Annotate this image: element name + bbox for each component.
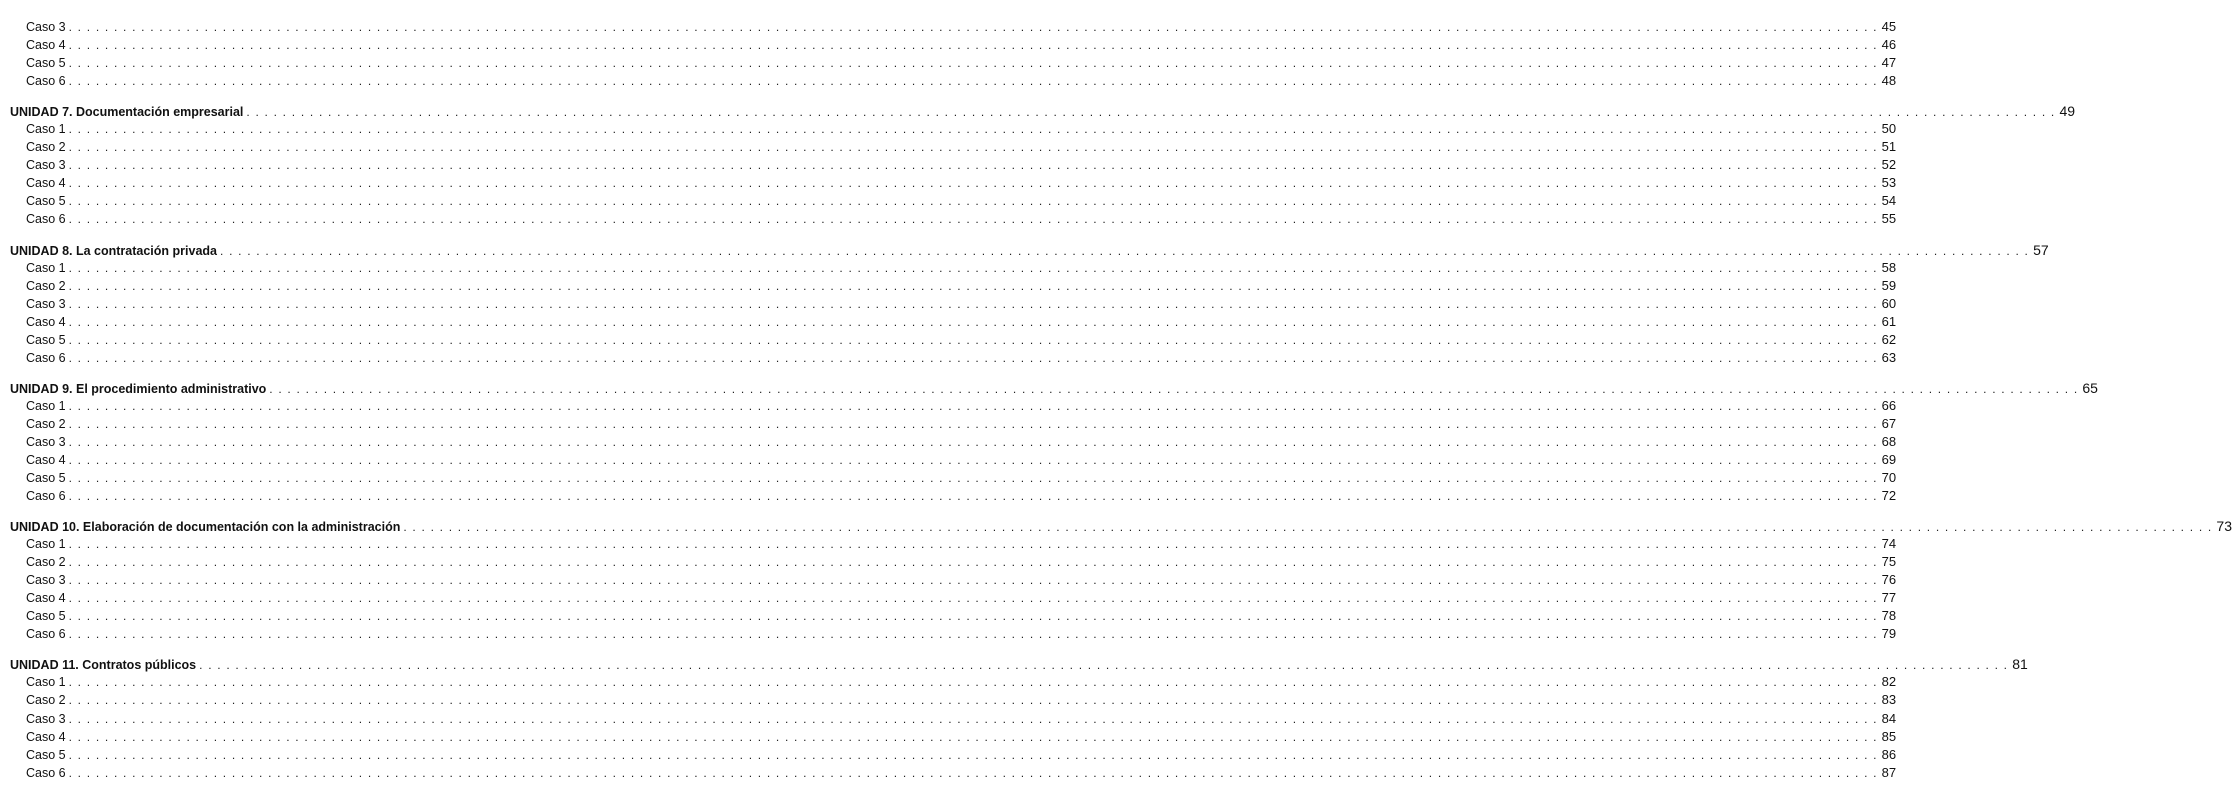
dot-leader: . . . . . . . . . . . . . . . . . . . . . . . . . . . . . . . . . . . . . . . . . . . . . . . . . . . . . . . . . . . . . . . . . . . . . . . . . . . . . . . . . . . . . . . . . . . . . . . . . . . . . . . . . . . . . . . . . . . . . . . . . . . . . . . . . . . . . . . . . . . . . . . . . . . . . . . . . . . . . . . . . . . . . . . . . . . . . . . . . . . . . . . . . . . . . . . . . . . . . . . . (68, 176, 1878, 191)
page-number: 51 (1881, 139, 1897, 155)
dot-leader: . . . . . . . . . . . . . . . . . . . . . . . . . . . . . . . . . . . . . . . . . . . . . . . . . . . . . . . . . . . . . . . . . . . . . . . . . . . . . . . . . . . . . . . . . . . . . . . . . . . . . . . . . . . . . . . . . . . . . . . . . . . . . . . . . . . . . . . . . . . . . . . . . . . . . . . . . . . . . . . . . . . . . . . . . . . . . . . . . . . . . . . . . . . . . . . . . . . . . . . . (68, 747, 1878, 762)
page-number: 82 (1881, 674, 1897, 690)
page-number: 85 (1881, 728, 1897, 744)
dot-leader: . . . . . . . . . . . . . . . . . . . . . . . . . . . . . . . . . . . . . . . . . . . . . . . . . . . . . . . . . . . . . . . . . . . . . . . . . . . . . . . . . . . . . . . . . . . . . . . . . . . . . . . . . . . . . . . . . . . . . . . . . . . . . . . . . . . . . . . . . . . . . . . . . . . . . . . . . . . . . . . . . . . . . . . . . . . . . . . . . . . . . . . . . . . . . . . . . . . . . . . . (68, 573, 1878, 588)
dot-leader: . . . . . . . . . . . . . . . . . . . . . . . . . . . . . . . . . . . . . . . . . . . . . . . . . . . . . . . . . . . . . . . . . . . . . . . . . . . . . . . . . . . . . . . . . . . . . . . . . . . . . . . . . . . . . . . . . . . . . . . . . . . . . . . . . . . . . . . . . . . . . . . . . . . . . . . . . . . . . . . . . . . . . . . . . . . . . . . . . . . . . . . . . . . . . . . . . . . . . . . . (68, 74, 1878, 89)
page-number: 47 (1881, 55, 1897, 71)
page-number: 65 (2082, 379, 2098, 396)
dot-leader: . . . . . . . . . . . . . . . . . . . . . . . . . . . . . . . . . . . . . . . . . . . . . . . . . . . . . . . . . . . . . . . . . . . . . . . . . . . . . . . . . . . . . . . . . . . . . . . . . . . . . . . . . . . . . . . . . . . . . . . . . . . . . . . . . . . . . . . . . . . . . . . . . . . . . . . . . . . . . . . . . . . . . . . . . . . . . . . . . . . . . . . . . . . . . . . . . . . . . . . . (68, 537, 1878, 552)
toc-unit-heading[interactable] (0, 241, 2049, 259)
caso-label: Caso 6 (26, 212, 66, 227)
toc-entry[interactable] (0, 349, 1897, 367)
page-number: 58 (1881, 259, 1897, 275)
dot-leader: . . . . . . . . . . . . . . . . . . . . . . . . . . . . . . . . . . . . . . . . . . . . . . . . . . . . . . . . . . . . . . . . . . . . . . . . . . . . . . . . . . . . . . . . . . . . . . . . . . . . . . . . . . . . . . . . . . . . . . . . . . . . . . . . . . . . . . . . . . . . . . . . . . . . . . . . . . . . . . . . . . . . . . . . . . . . . . . . . . . . . . . . . . . . . . . . . . . . . . . . (68, 278, 1878, 293)
toc-entry[interactable] (0, 295, 1897, 313)
dot-leader: . . . . . . . . . . . . . . . . . . . . . . . . . . . . . . . . . . . . . . . . . . . . . . . . . . . . . . . . . . . . . . . . . . . . . . . . . . . . . . . . . . . . . . . . . . . . . . . . . . . . . . . . . . . . . . . . . . . . . . . . . . . . . . . . . . . . . . . . . . . . . . . . . . . . . . . . . . . . . . . . . . . . . . . . . . . . . . . . . . . . . . . . . . . . . . . . . . . . . . . . (68, 350, 1878, 365)
dot-leader: . . . . . . . . . . . . . . . . . . . . . . . . . . . . . . . . . . . . . . . . . . . . . . . . . . . . . . . . . . . . . . . . . . . . . . . . . . . . . . . . . . . . . . . . . . . . . . . . . . . . . . . . . . . . . . . . . . . . . . . . . . . . . . . . . . . . . . . . . . . . . . . . . . . . . . . . . . . . . . . . . . . . . . . . . . . . . . . . . . . . . . . . . . . . . . . . . . . . . . . . (68, 609, 1878, 624)
dot-leader: . . . . . . . . . . . . . . . . . . . . . . . . . . . . . . . . . . . . . . . . . . . . . . . . . . . . . . . . . . . . . . . . . . . . . . . . . . . . . . . . . . . . . . . . . . . . . . . . . . . . . . . . . . . . . . . . . . . . . . . . . . . . . . . . . . . . . . . . . . . . . . . . . . . . . . . . . . . . . . . . . . . . . . . . . . . . . . . . . . . . . . . . . . . . . . . . . . . . . . . . (68, 158, 1878, 173)
page-number: 70 (1881, 470, 1897, 485)
toc-unit-heading[interactable] (0, 379, 2098, 397)
dot-leader: . . . . . . . . . . . . . . . . . . . . . . . . . . . . . . . . . . . . . . . . . . . . . . . . . . . . . . . . . . . . . . . . . . . . . . . . . . . . . . . . . . . . . . . . . . . . . . . . . . . . . . . . . . . . . . . . . . . . . . . . . . . . . . . . . . . . . . . . . . . . . . . . . . . . . . . . . . . . . . . . . . . . . . . . . . . . . . . . . . . . . . . . . . . . . . . . . . . . . . . . (68, 56, 1878, 71)
page-number: 48 (1881, 73, 1897, 89)
toc-entry[interactable] (0, 210, 1897, 228)
dot-leader: . . . . . . . . . . . . . . . . . . . . . . . . . . . . . . . . . . . . . . . . . . . . . . . . . . . . . . . . . . . . . . . . . . . . . . . . . . . . . . . . . . . . . . . . . . . . . . . . . . . . . . . . . . . . . . . . . . . . . . . . . . . . . . . . . . . . . . . . . . . . . . . . . . . . . . . . . . . . . . . . . . . . . . . . . . . . . . . . . . . . . . . . . . . . . . . . . . . . . . . . (68, 452, 1878, 467)
dot-leader: . . . . . . . . . . . . . . . . . . . . . . . . . . . . . . . . . . . . . . . . . . . . . . . . . . . . . . . . . . . . . . . . . . . . . . . . . . . . . . . . . . . . . . . . . . . . . . . . . . . . . . . . . . . . . . . . . . . . . . . . . . . . . . . . . . . . . . . . . . . . . . . . . . . . . . . . . . . . . . . . . . . . . . . . . . . . . . . . . . . . . . . . . . . . . . . . . . . . . . . . (68, 122, 1878, 137)
toc-entry[interactable] (0, 331, 1897, 349)
toc-entry[interactable] (0, 415, 1897, 433)
toc-unit-heading[interactable] (0, 655, 2028, 673)
toc-entry[interactable] (0, 469, 1897, 487)
toc-entry[interactable] (0, 691, 1897, 709)
toc-entry[interactable] (0, 277, 1897, 295)
caso-label: Caso 4 (26, 38, 66, 53)
caso-label: Caso 2 (26, 693, 66, 708)
page-number: 50 (1881, 121, 1897, 137)
toc-entry[interactable] (0, 397, 1897, 415)
dot-leader: . . . . . . . . . . . . . . . . . . . . . . . . . . . . . . . . . . . . . . . . . . . . . . . . . . . . . . . . . . . . . . . . . . . . . . . . . . . . . . . . . . . . . . . . . . . . . . . . . . . . . . . . . . . . . . . . . . . . . . . . . . . . . . . . . . . . . . . . . . . . . . . . . . . . . . . . . . . . . . . . . . . . . . . . . . . . . . . . . . . . . . . . . . . . . . . . . . . . . . . . (68, 693, 1878, 708)
page-number: 61 (1881, 313, 1897, 329)
page-number: 77 (1881, 590, 1897, 606)
caso-label: Caso 3 (26, 434, 66, 449)
dot-leader: . . . . . . . . . . . . . . . . . . . . . . . . . . . . . . . . . . . . . . . . . . . . . . . . . . . . . . . . . . . . . . . . . . . . . . . . . . . . . . . . . . . . . . . . . . . . . . . . . . . . . . . . . . . . . . . . . . . . . . . . . . . . . . . . . . . . . . . . . . . . . . . . . . . . . . . . . . . . . . . . . . . . . . . . . . . . . . . . . . . . . . . . . . . . . . . . . . . . . . . . (68, 675, 1878, 690)
dot-leader: . . . . . . . . . . . . . . . . . . . . . . . . . . . . . . . . . . . . . . . . . . . . . . . . . . . . . . . . . . . . . . . . . . . . . . . . . . . . . . . . . . . . . . . . . . . . . . . . . . . . . . . . . . . . . . . . . . . . . . . . . . . . . . . . . . . . . . . . . . . . . . . . . . . . . . . . . . . . . . . . . . . . . . . . . . . . . . . . . . . . . . . . . . . . . . . . . . . . . . . . (68, 729, 1878, 744)
toc-entry[interactable] (0, 673, 1897, 691)
page-number: 74 (1881, 536, 1897, 552)
caso-label: Caso 6 (26, 74, 66, 89)
unit-title: UNIDAD 8. La contratación privada (10, 243, 217, 258)
page-number: 84 (1881, 710, 1897, 726)
toc-entry[interactable] (0, 174, 1897, 192)
caso-label: Caso 4 (26, 591, 66, 606)
caso-label: Caso 5 (26, 471, 66, 485)
toc-entry[interactable] (0, 710, 1897, 728)
dot-leader: . . . . . . . . . . . . . . . . . . . . . . . . . . . . . . . . . . . . . . . . . . . . . . . . . . . . . . . . . . . . . . . . . . . . . . . . . . . . . . . . . . . . . . . . . . . . . . . . . . . . . . . . . . . . . . . . . . . . . . . . . . . . . . . . . . . . . . . . . . . . . . . . . . . . . . . . . . . . . . . . . . . . . . . . . . . . . . . . . . . . . . . . . . . . . . . . . . . . . . . . (68, 140, 1878, 155)
caso-label: Caso 4 (26, 729, 66, 744)
caso-label: Caso 2 (26, 416, 66, 431)
unit-title: UNIDAD 11. Contratos públicos (10, 658, 197, 673)
caso-label: Caso 4 (26, 176, 66, 191)
toc-entry[interactable] (0, 259, 1897, 277)
dot-leader: . . . . . . . . . . . . . . . . . . . . . . . . . . . . . . . . . . . . . . . . . . . . . . . . . . . . . . . . . . . . . . . . . . . . . . . . . . . . . . . . . . . . . . . . . . . . . . . . . . . . . . . . . . . . . . . . . . . . . . . . . . . . . . . . . . . . . . . . . . . . . . . . . . . . . . . . . . . . . . . . . . . . . . . . . . . . . . . . . . . . . . . . . . . . . . . . . . . . . . . . (246, 105, 2056, 120)
toc-entry[interactable] (0, 746, 1897, 764)
toc-entry[interactable] (0, 433, 1897, 451)
page-number: 60 (1881, 295, 1897, 311)
dot-leader: . . . . . . . . . . . . . . . . . . . . . . . . . . . . . . . . . . . . . . . . . . . . . . . . . . . . . . . . . . . . . . . . . . . . . . . . . . . . . . . . . . . . . . . . . . . . . . . . . . . . . . . . . . . . . . . . . . . . . . . . . . . . . . . . . . . . . . . . . . . . . . . . . . . . . . . . . . . . . . . . . . . . . . . . . . . . . . . . . . . . . . . . . . . . . . . . . . . . . . . . (68, 434, 1878, 449)
caso-label: Caso 2 (26, 140, 66, 155)
page-number: 53 (1881, 175, 1897, 191)
toc-entry[interactable] (0, 571, 1897, 589)
toc-entry[interactable] (0, 36, 1897, 54)
caso-label: Caso 5 (26, 56, 66, 71)
toc-entry[interactable] (0, 72, 1897, 90)
dot-leader: . . . . . . . . . . . . . . . . . . . . . . . . . . . . . . . . . . . . . . . . . . . . . . . . . . . . . . . . . . . . . . . . . . . . . . . . . . . . . . . . . . . . . . . . . . . . . . . . . . . . . . . . . . . . . . . . . . . . . . . . . . . . . . . . . . . . . . . . . . . . . . . . . . . . . . . . . . . . . . . . . . . . . . . . . . . . . . . . . . . . . . . . . . . . . . . . . . . . . . . . (269, 381, 2079, 396)
caso-label: Caso 5 (26, 194, 66, 209)
dot-leader: . . . . . . . . . . . . . . . . . . . . . . . . . . . . . . . . . . . . . . . . . . . . . . . . . . . . . . . . . . . . . . . . . . . . . . . . . . . . . . . . . . . . . . . . . . . . . . . . . . . . . . . . . . . . . . . . . . . . . . . . . . . . . . . . . . . . . . . . . . . . . . . . . . . . . . . . . . . . . . . . . . . . . . . . . . . . . . . . . . . . . . . . . . . . . . . . . . . . . . . . (68, 194, 1878, 209)
toc-entry[interactable] (0, 313, 1897, 331)
caso-label: Caso 3 (26, 158, 66, 173)
caso-label: Caso 6 (26, 489, 66, 504)
dot-leader: . . . . . . . . . . . . . . . . . . . . . . . . . . . . . . . . . . . . . . . . . . . . . . . . . . . . . . . . . . . . . . . . . . . . . . . . . . . . . . . . . . . . . . . . . . . . . . . . . . . . . . . . . . . . . . . . . . . . . . . . . . . . . . . . . . . . . . . . . . . . . . . . . . . . . . . . . . . . . . . . . . . . . . . . . . . . . . . . . . . . . . . . . . . . . . . . . . . . . . . . (68, 20, 1878, 34)
page-number: 75 (1881, 554, 1897, 570)
toc-entry[interactable] (0, 451, 1897, 469)
dot-leader: . . . . . . . . . . . . . . . . . . . . . . . . . . . . . . . . . . . . . . . . . . . . . . . . . . . . . . . . . . . . . . . . . . . . . . . . . . . . . . . . . . . . . . . . . . . . . . . . . . . . . . . . . . . . . . . . . . . . . . . . . . . . . . . . . . . . . . . . . . . . . . . . . . . . . . . . . . . . . . . . . . . . . . . . . . . . . . . . . . . . . . . . . . . . . . . . . . . . . . . . (199, 658, 2009, 673)
page-number: 66 (1881, 397, 1897, 413)
page-number: 86 (1881, 746, 1897, 762)
dot-leader: . . . . . . . . . . . . . . . . . . . . . . . . . . . . . . . . . . . . . . . . . . . . . . . . . . . . . . . . . . . . . . . . . . . . . . . . . . . . . . . . . . . . . . . . . . . . . . . . . . . . . . . . . . . . . . . . . . . . . . . . . . . . . . . . . . . . . . . . . . . . . . . . . . . . . . . . . . . . . . . . . . . . . . . . . . . . . . . . . . . . . . . . . . . . . . . . . . . . . . . . (68, 398, 1878, 413)
dot-leader: . . . . . . . . . . . . . . . . . . . . . . . . . . . . . . . . . . . . . . . . . . . . . . . . . . . . . . . . . . . . . . . . . . . . . . . . . . . . . . . . . . . . . . . . . . . . . . . . . . . . . . . . . . . . . . . . . . . . . . . . . . . . . . . . . . . . . . . . . . . . . . . . . . . . . . . . . . . . . . . . . . . . . . . . . . . . . . . . . . . . . . . . . . . . . . . . . . . . . . . . (68, 314, 1878, 329)
page-number: 57 (2033, 241, 2049, 258)
page-number: 72 (1881, 488, 1897, 504)
toc-entry[interactable] (0, 764, 1897, 782)
toc-entry[interactable] (0, 156, 1897, 174)
page-number: 46 (1881, 37, 1897, 53)
toc-entry[interactable] (0, 192, 1897, 210)
page-number: 69 (1881, 451, 1897, 467)
toc-entry[interactable] (0, 553, 1897, 571)
dot-leader: . . . . . . . . . . . . . . . . . . . . . . . . . . . . . . . . . . . . . . . . . . . . . . . . . . . . . . . . . . . . . . . . . . . . . . . . . . . . . . . . . . . . . . . . . . . . . . . . . . . . . . . . . . . . . . . . . . . . . . . . . . . . . . . . . . . . . . . . . . . . . . . . . . . . . . . . . . . . . . . . . . . . . . . . . . . . . . . . . . . . . . . . . . . . . . . . . . . . . . . . (68, 471, 1878, 485)
caso-label: Caso 6 (26, 627, 66, 642)
dot-leader: . . . . . . . . . . . . . . . . . . . . . . . . . . . . . . . . . . . . . . . . . . . . . . . . . . . . . . . . . . . . . . . . . . . . . . . . . . . . . . . . . . . . . . . . . . . . . . . . . . . . . . . . . . . . . . . . . . . . . . . . . . . . . . . . . . . . . . . . . . . . . . . . . . . . . . . . . . . . . . . . . . . . . . . . . . . . . . . . . . . . . . . . . . . . . . . . . . . . . . . . (68, 296, 1878, 311)
caso-label: Caso 1 (26, 122, 66, 137)
page-number: 78 (1881, 608, 1897, 624)
toc-unit-heading[interactable] (0, 102, 2076, 120)
toc-entry[interactable] (0, 138, 1897, 156)
page-number: 62 (1881, 331, 1897, 347)
dot-leader: . . . . . . . . . . . . . . . . . . . . . . . . . . . . . . . . . . . . . . . . . . . . . . . . . . . . . . . . . . . . . . . . . . . . . . . . . . . . . . . . . . . . . . . . . . . . . . . . . . . . . . . . . . . . . . . . . . . . . . . . . . . . . . . . . . . . . . . . . . . . . . . . . . . . . . . . . . . . . . . . . . . . . . . . . . . . . . . . . . . . . . . . . . . . . . . . . . . . . . . . (68, 260, 1878, 275)
toc-entry[interactable] (0, 54, 1897, 72)
page-number: 45 (1881, 19, 1897, 34)
toc-entry[interactable] (0, 589, 1897, 607)
caso-label: Caso 5 (26, 747, 66, 762)
caso-label: Caso 4 (26, 314, 66, 329)
caso-label: Caso 2 (26, 555, 66, 570)
page-number: 54 (1881, 193, 1897, 209)
page-number: 87 (1881, 764, 1897, 780)
caso-label: Caso 3 (26, 711, 66, 726)
toc-entry[interactable] (0, 535, 1897, 553)
caso-label: Caso 3 (26, 20, 66, 34)
dot-leader: . . . . . . . . . . . . . . . . . . . . . . . . . . . . . . . . . . . . . . . . . . . . . . . . . . . . . . . . . . . . . . . . . . . . . . . . . . . . . . . . . . . . . . . . . . . . . . . . . . . . . . . . . . . . . . . . . . . . . . . . . . . . . . . . . . . . . . . . . . . . . . . . . . . . . . . . . . . . . . . . . . . . . . . . . . . . . . . . . . . . . . . . . . . . . . . . . . . . . . . . (68, 416, 1878, 431)
caso-label: Caso 1 (26, 398, 66, 413)
toc-entry[interactable] (0, 18, 1897, 36)
unit-title: UNIDAD 7. Documentación empresarial (10, 105, 244, 120)
toc-entry[interactable] (0, 607, 1897, 625)
dot-leader: . . . . . . . . . . . . . . . . . . . . . . . . . . . . . . . . . . . . . . . . . . . . . . . . . . . . . . . . . . . . . . . . . . . . . . . . . . . . . . . . . . . . . . . . . . . . . . . . . . . . . . . . . . . . . . . . . . . . . . . . . . . . . . . . . . . . . . . . . . . . . . . . . . . . . . . . . . . . . . . . . . . . . . . . . . . . . . . . . . . . . . . . . . . . . . . . . . . . . . . . (68, 212, 1878, 227)
unit-title: UNIDAD 10. Elaboración de documentación con la administración (10, 520, 401, 535)
page-number: 55 (1881, 211, 1897, 227)
page-number: 83 (1881, 692, 1897, 708)
caso-label: Caso 1 (26, 260, 66, 275)
caso-label: Caso 5 (26, 609, 66, 624)
page-number: 73 (2216, 518, 2232, 535)
toc-entry[interactable] (0, 625, 1897, 643)
dot-leader: . . . . . . . . . . . . . . . . . . . . . . . . . . . . . . . . . . . . . . . . . . . . . . . . . . . . . . . . . . . . . . . . . . . . . . . . . . . . . . . . . . . . . . . . . . . . . . . . . . . . . . . . . . . . . . . . . . . . . . . . . . . . . . . . . . . . . . . . . . . . . . . . . . . . . . . . . . . . . . . . . . . . . . . . . . . . . . . . . . . . . . . . . . . . . . . . . . . . . . . . (68, 765, 1878, 780)
toc-entry[interactable] (0, 120, 1897, 138)
page-number: 67 (1881, 415, 1897, 431)
dot-leader: . . . . . . . . . . . . . . . . . . . . . . . . . . . . . . . . . . . . . . . . . . . . . . . . . . . . . . . . . . . . . . . . . . . . . . . . . . . . . . . . . . . . . . . . . . . . . . . . . . . . . . . . . . . . . . . . . . . . . . . . . . . . . . . . . . . . . . . . . . . . . . . . . . . . . . . . . . . . . . . . . . . . . . . . . . . . . . . . . . . . . . . . . . . . . . . . . . . . . . . . (68, 591, 1878, 606)
dot-leader: . . . . . . . . . . . . . . . . . . . . . . . . . . . . . . . . . . . . . . . . . . . . . . . . . . . . . . . . . . . . . . . . . . . . . . . . . . . . . . . . . . . . . . . . . . . . . . . . . . . . . . . . . . . . . . . . . . . . . . . . . . . . . . . . . . . . . . . . . . . . . . . . . . . . . . . . . . . . . . . . . . . . . . . . . . . . . . . . . . . . . . . . . . . . . . . . . . . . . . . . (68, 555, 1878, 570)
caso-label: Caso 1 (26, 537, 66, 552)
dot-leader: . . . . . . . . . . . . . . . . . . . . . . . . . . . . . . . . . . . . . . . . . . . . . . . . . . . . . . . . . . . . . . . . . . . . . . . . . . . . . . . . . . . . . . . . . . . . . . . . . . . . . . . . . . . . . . . . . . . . . . . . . . . . . . . . . . . . . . . . . . . . . . . . . . . . . . . . . . . . . . . . . . . . . . . . . . . . . . . . . . . . . . . . . . . . . . . . . . . . . . . . (220, 243, 2030, 258)
caso-label: Caso 3 (26, 573, 66, 588)
caso-label: Caso 2 (26, 278, 66, 293)
caso-label: Caso 5 (26, 332, 66, 347)
toc-entry[interactable] (0, 728, 1897, 746)
page-number: 49 (2059, 103, 2076, 120)
page-number: 76 (1881, 572, 1897, 588)
dot-leader: . . . . . . . . . . . . . . . . . . . . . . . . . . . . . . . . . . . . . . . . . . . . . . . . . . . . . . . . . . . . . . . . . . . . . . . . . . . . . . . . . . . . . . . . . . . . . . . . . . . . . . . . . . . . . . . . . . . . . . . . . . . . . . . . . . . . . . . . . . . . . . . . . . . . . . . . . . . . . . . . . . . . . . . . . . . . . . . . . . . . . . . . . . . . . . . . . . . . . . . . (68, 332, 1878, 347)
page-number: 81 (2012, 656, 2028, 673)
toc-entry[interactable] (0, 487, 1897, 505)
page-number: 79 (1881, 626, 1897, 642)
toc-unit-heading[interactable] (0, 517, 2232, 535)
page-number: 59 (1881, 277, 1897, 293)
caso-label: Caso 1 (26, 675, 66, 690)
caso-label: Caso 6 (26, 765, 66, 780)
dot-leader: . . . . . . . . . . . . . . . . . . . . . . . . . . . . . . . . . . . . . . . . . . . . . . . . . . . . . . . . . . . . . . . . . . . . . . . . . . . . . . . . . . . . . . . . . . . . . . . . . . . . . . . . . . . . . . . . . . . . . . . . . . . . . . . . . . . . . . . . . . . . . . . . . . . . . . . . . . . . . . . . . . . . . . . . . . . . . . . . . . . . . . . . . . . . . . . . . . . . . . . . (68, 711, 1878, 726)
page-number: 52 (1881, 157, 1897, 173)
unit-title: UNIDAD 9. El procedimiento administrativo (10, 381, 267, 396)
page-number: 68 (1881, 433, 1897, 449)
dot-leader: . . . . . . . . . . . . . . . . . . . . . . . . . . . . . . . . . . . . . . . . . . . . . . . . . . . . . . . . . . . . . . . . . . . . . . . . . . . . . . . . . . . . . . . . . . . . . . . . . . . . . . . . . . . . . . . . . . . . . . . . . . . . . . . . . . . . . . . . . . . . . . . . . . . . . . . . . . . . . . . . . . . . . . . . . . . . . . . . . . . . . . . . . . . . . . . . . . . . . . . . (68, 489, 1878, 504)
page-number: 63 (1881, 349, 1897, 365)
caso-label: Caso 3 (26, 296, 66, 311)
dot-leader: . . . . . . . . . . . . . . . . . . . . . . . . . . . . . . . . . . . . . . . . . . . . . . . . . . . . . . . . . . . . . . . . . . . . . . . . . . . . . . . . . . . . . . . . . . . . . . . . . . . . . . . . . . . . . . . . . . . . . . . . . . . . . . . . . . . . . . . . . . . . . . . . . . . . . . . . . . . . . . . . . . . . . . . . . . . . . . . . . . . . . . . . . . . . . . . . . . . . . . . . (68, 38, 1878, 53)
caso-label: Caso 4 (26, 452, 66, 467)
caso-label: Caso 6 (26, 350, 66, 365)
dot-leader: . . . . . . . . . . . . . . . . . . . . . . . . . . . . . . . . . . . . . . . . . . . . . . . . . . . . . . . . . . . . . . . . . . . . . . . . . . . . . . . . . . . . . . . . . . . . . . . . . . . . . . . . . . . . . . . . . . . . . . . . . . . . . . . . . . . . . . . . . . . . . . . . . . . . . . . . . . . . . . . . . . . . . . . . . . . . . . . . . . . . . . . . . . . . . . . . . . . . . . . . (68, 627, 1878, 642)
dot-leader: . . . . . . . . . . . . . . . . . . . . . . . . . . . . . . . . . . . . . . . . . . . . . . . . . . . . . . . . . . . . . . . . . . . . . . . . . . . . . . . . . . . . . . . . . . . . . . . . . . . . . . . . . . . . . . . . . . . . . . . . . . . . . . . . . . . . . . . . . . . . . . . . . . . . . . . . . . . . . . . . . . . . . . . . . . . . . . . . . . . . . . . . . . . . . . . . . . . . . . . . (403, 520, 2213, 535)
